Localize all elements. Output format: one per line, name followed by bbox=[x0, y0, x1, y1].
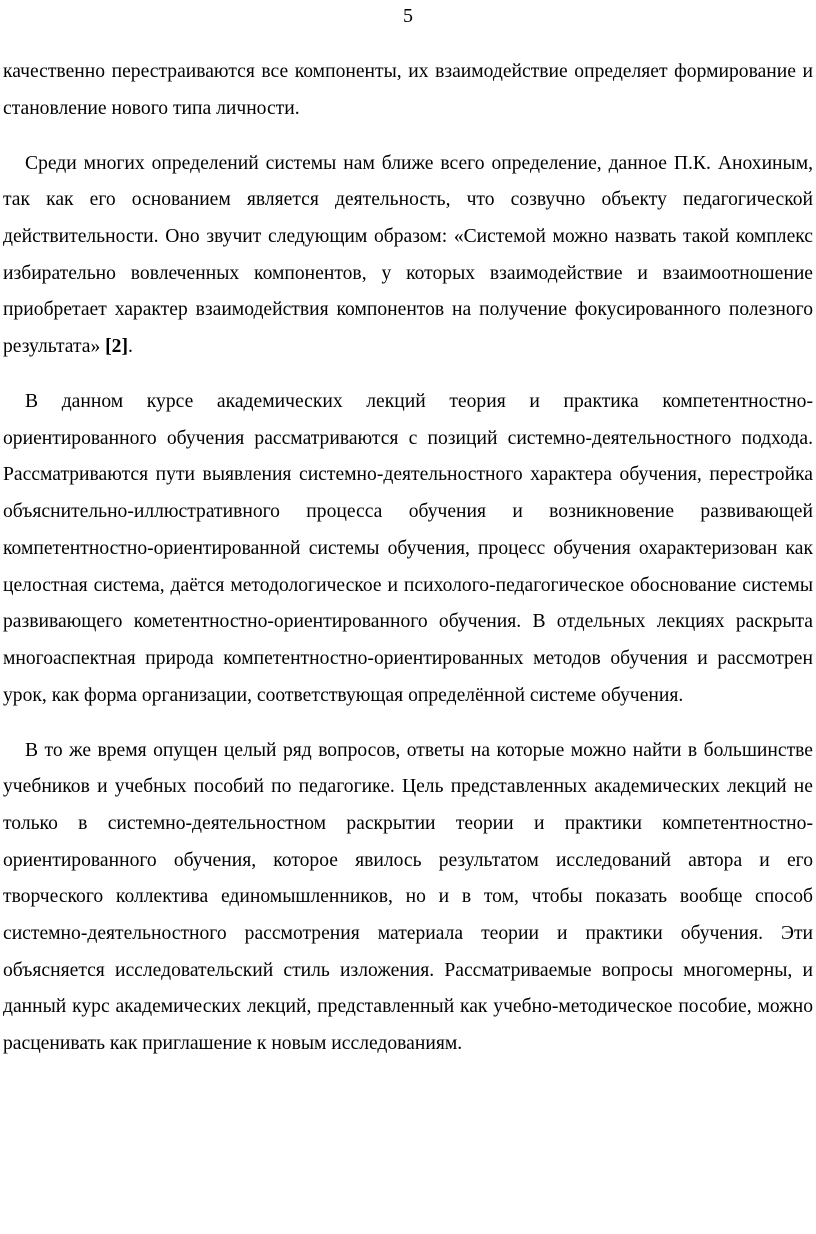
paragraph-course-overview: В данном курсе академических лекций теория и практика компетентностно-ориентированного обучения рассматриваются с позиций системно-деятельностного подхода. Рассматриваются пути выявления системно-деятельностного характера обучения, перестройка объяснительно-иллюстративного процесса обучения и возникновение развивающей компетентностно-ориентированной системы обучения, процесс обучения охарактеризован как целостная система, даётся методологическое и психолого-педагогическое обоснование системы развивающего кометентностно-ориентированного обучения. В отдельных лекциях раскрыта многоаспектная природа компетентностно-ориентированных методов обучения и рассмотрен урок, как форма организации, соответствующая определённой системе обучения. bbox=[3, 391, 813, 706]
paragraph-end-punctuation: . bbox=[128, 336, 133, 358]
paragraph-continuation: качественно перестраиваются все компоненты, их взаимодействие определяет формирование и становление нового типа личности. bbox=[3, 61, 813, 119]
paragraph-course-goal: В то же время опущен целый ряд вопросов, ответы на которые можно найти в большинстве учебников и учебных пособий по педагогике. Цель представленных академических лекций не только в системно-деятельностном раскрытии теории и практики компетентностно-ориентированного обучения, которое явилось результатом исследований автора и его творческого коллектива единомышленников, но и в том, чтобы показать вообще способ системно-деятельностного рассмотрения материала теории и практики обучения. Эти объясняется исследовательский стиль изложения. Рассматриваемые вопросы многомерны, и данный курс академических лекций, представленный как учебно-методическое пособие, можно расценивать как приглашение к новым исследованиям. bbox=[3, 739, 813, 1055]
body-text bbox=[3, 54, 813, 1063]
page-number: 5 bbox=[403, 5, 413, 27]
paragraph-system-definition bbox=[3, 146, 813, 366]
paragraph-text: Среди многих определений системы нам ближе всего определение, данное П.К. Анохиным, так как его основанием является деятельность, что созвучно объекту педагогической действительности. Оно звучит следующим образом: «Системой можно назвать такой комплекс избирательно вовлеченных компонентов, у которых взаимодействие и взаимоотношение приобретает характер взаимодействия компонентов на получение фокусированного полезного результата» bbox=[3, 152, 813, 358]
citation-reference: [2] bbox=[105, 336, 129, 358]
